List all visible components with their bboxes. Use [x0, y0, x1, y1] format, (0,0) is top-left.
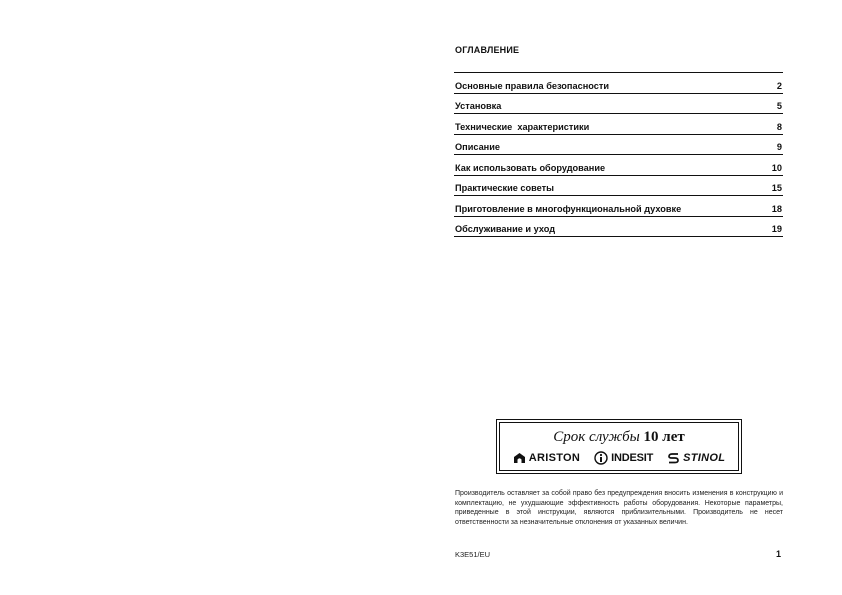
ariston-house-icon	[513, 452, 526, 464]
ariston-logo	[513, 452, 580, 464]
toc-item-title: Как использовать оборудование	[455, 162, 606, 173]
toc-item-title: Технические характеристики	[455, 121, 590, 132]
page-number: 1	[776, 549, 782, 559]
toc-item[interactable]	[454, 114, 783, 135]
toc-item[interactable]	[454, 73, 783, 94]
toc-item-title: Описание	[455, 142, 500, 152]
model-code: K3E51/EU	[455, 550, 491, 559]
toc-item-page: 2	[776, 80, 782, 91]
toc-item-title: Приготовление в многофункциональной духовке	[455, 203, 682, 214]
service-life-value: 10 лет	[643, 428, 685, 445]
ariston-wordmark: ARISTON	[528, 451, 581, 464]
toc-item[interactable]	[454, 155, 783, 176]
toc-item-title: Практические советы	[455, 183, 554, 193]
toc-item-title: Установка	[455, 101, 502, 111]
service-life-box	[496, 419, 742, 474]
indesit-logo	[594, 451, 653, 465]
indesit-i-icon	[594, 451, 608, 465]
toc-item-page: 10	[771, 162, 782, 173]
stinol-logo	[667, 452, 725, 464]
toc-item-page: 15	[771, 183, 782, 193]
toc-item[interactable]	[454, 217, 783, 238]
table-of-contents	[454, 72, 783, 237]
service-life-text: Срок службы	[553, 428, 640, 445]
indesit-wordmark: INDESIT	[611, 451, 654, 464]
service-life-title	[553, 429, 684, 446]
brand-logos	[513, 451, 726, 465]
stinol-wordmark: STINOL	[683, 451, 726, 464]
toc-item-page: 9	[776, 142, 782, 152]
toc-item-page: 8	[776, 121, 782, 132]
toc-item[interactable]	[454, 196, 783, 217]
toc-item-page: 19	[771, 224, 782, 234]
toc-item-title: Основные правила безопасности	[455, 80, 609, 91]
toc-item[interactable]	[454, 94, 783, 115]
toc-item-page: 5	[776, 101, 782, 111]
toc-item[interactable]	[454, 176, 783, 197]
service-life-box-inner	[499, 422, 739, 471]
manufacturer-disclaimer: Производитель оставляет за собой право без предупреждения вносить изменения в конструкцию и комплектацию, не ухудшающие эффективность работы оборудования. Некоторые параметры, приведенные в этой инструкции, являются приблизительными. Производитель не несет ответственности за незначительные отклонения от указанных величин.	[455, 490, 783, 526]
toc-item-page: 18	[771, 203, 782, 214]
toc-heading: ОГЛАВЛЕНИЕ	[455, 45, 520, 55]
toc-item[interactable]	[454, 135, 783, 156]
stinol-s-icon	[667, 452, 680, 464]
toc-item-title: Обслуживание и уход	[455, 224, 556, 234]
